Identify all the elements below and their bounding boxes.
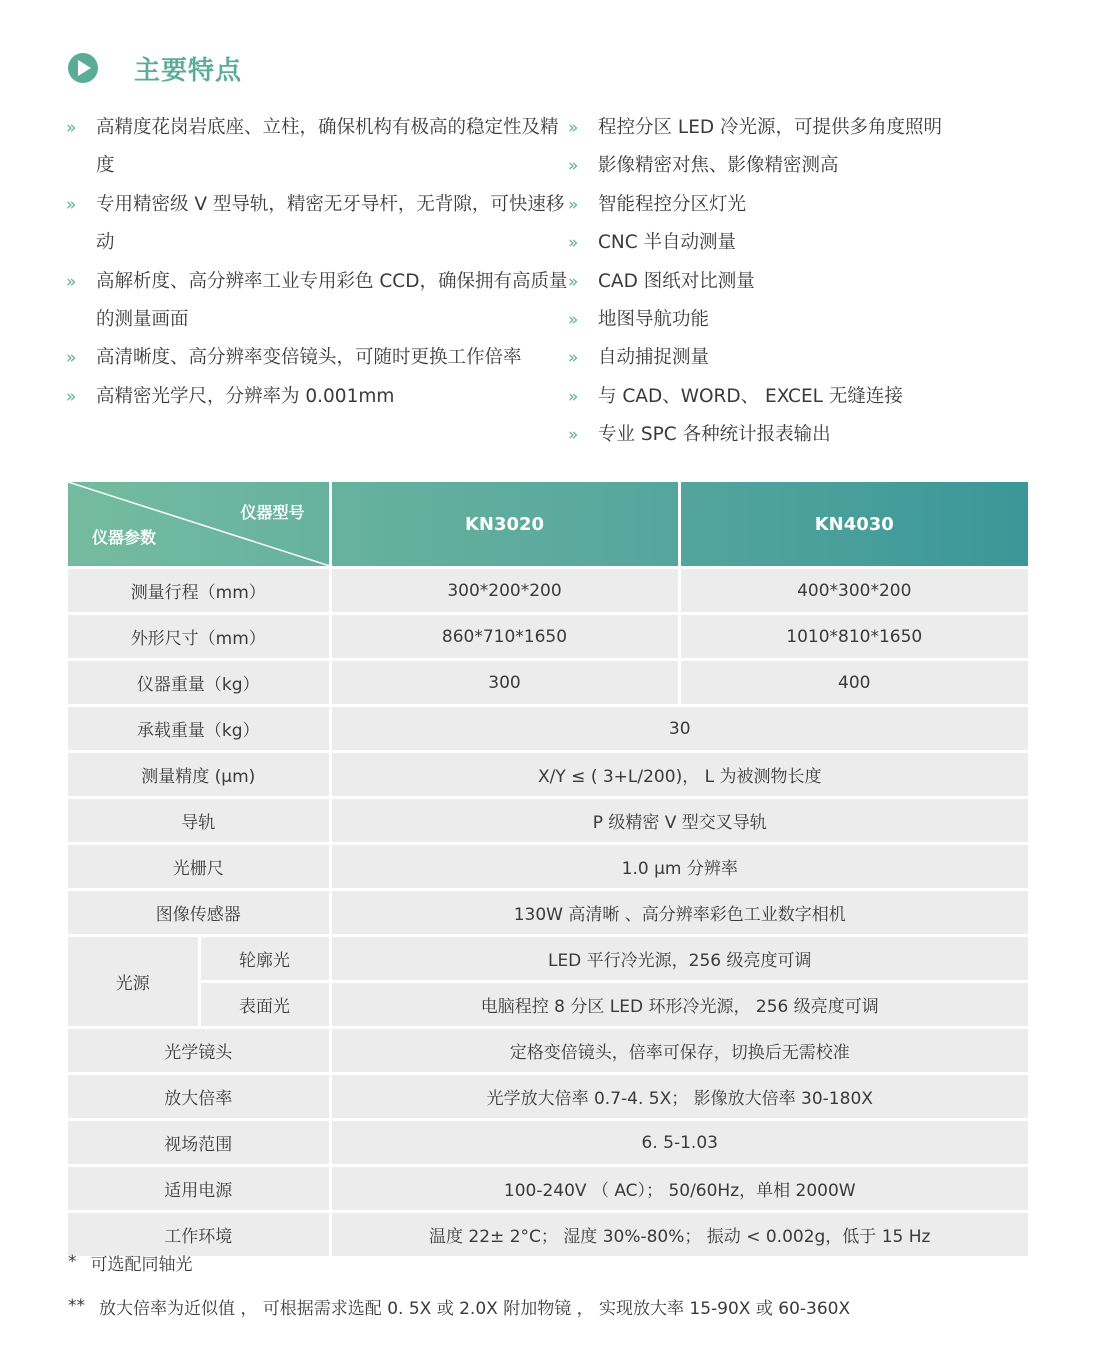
feature-item: » 专业 SPC 各种统计报表输出 <box>568 416 1026 454</box>
section-header <box>66 50 242 86</box>
diagonal-header-cell <box>68 482 330 568</box>
feature-item: » 自动捕捉测量 <box>568 339 1026 377</box>
spec-table <box>68 482 1028 1259</box>
footnotes <box>68 1242 1048 1330</box>
cell-value: 300 <box>330 660 679 706</box>
header-model-label: 仪器型号 <box>240 503 305 522</box>
bullet-icon: » <box>66 118 77 138</box>
row-label: 光栅尺 <box>68 844 330 890</box>
row-label: 图像传感器 <box>68 890 330 936</box>
cell-value: P 级精密 V 型交叉导轨 <box>330 798 1028 844</box>
cell-value: LED 平行冷光源，256 级亮度可调 <box>330 936 1028 982</box>
feature-item: » 与 CAD、WORD、 EXCEL 无缝连接 <box>568 378 1026 416</box>
cell-value: 1.0 μm 分辨率 <box>330 844 1028 890</box>
footnote-text: 可选配同轴光 <box>90 1254 193 1275</box>
bullet-icon: » <box>568 386 579 407</box>
sub-row-label: 轮廓光 <box>199 936 330 982</box>
row-label: 光学镜头 <box>68 1028 330 1074</box>
row-label: 仪器重量（kg） <box>68 660 330 706</box>
model-header: KN3020 <box>330 482 679 568</box>
cell-value: 温度 22± 2°C； 湿度 30%-80%； 振动 < 0.002g，低于 15 Hz <box>330 1212 1028 1258</box>
row-label: 适用电源 <box>68 1166 330 1212</box>
model-header: KN4030 <box>679 482 1028 568</box>
feature-item: » 影像精密对焦、影像精密测高 <box>568 147 1026 185</box>
table-row <box>68 568 1028 614</box>
feature-item: » 高精度花岗岩底座、立柱，确保机构有极高的稳定性及精度 <box>66 109 568 186</box>
bullet-icon: » <box>568 310 579 331</box>
feature-item: » 高解析度、高分辨率工业专用彩色 CCD，确保拥有高质量的测量画面 <box>66 263 568 340</box>
cell-value: 6. 5-1.03 <box>330 1120 1028 1166</box>
feature-item: » 智能程控分区灯光 <box>568 186 1026 224</box>
table-row <box>68 936 1028 982</box>
table-row <box>68 1166 1028 1212</box>
bullet-icon: » <box>568 156 579 177</box>
cell-value: 1010*810*1650 <box>679 614 1028 660</box>
bullet-icon: » <box>66 194 77 215</box>
footnote-mark: * <box>68 1252 77 1272</box>
feature-item: » 高精密光学尺，分辨率为 0.001mm <box>66 378 568 416</box>
row-label: 测量精度 (μm) <box>68 752 330 798</box>
table-row <box>68 1120 1028 1166</box>
cell-value: 定格变倍镜头，倍率可保存，切换后无需校准 <box>330 1028 1028 1074</box>
cell-value: 400*300*200 <box>679 568 1028 614</box>
row-label: 光源 <box>68 936 199 1028</box>
table-row <box>68 798 1028 844</box>
table-header-row <box>68 482 1028 568</box>
bullet-icon: » <box>568 271 579 292</box>
cell-value: 400 <box>679 660 1028 706</box>
feature-item: » 高清晰度、高分辨率变倍镜头，可随时更换工作倍率 <box>66 339 568 377</box>
row-label: 测量行程（mm） <box>68 568 330 614</box>
bullet-icon: » <box>66 348 77 369</box>
header-param-label: 仪器参数 <box>92 528 157 547</box>
feature-item: » 专用精密级 V 型导轨，精密无牙导杆，无背隙，可快速移动 <box>66 186 568 263</box>
bullet-icon: » <box>66 386 77 407</box>
play-arrow-icon <box>66 51 118 85</box>
table-row <box>68 982 1028 1028</box>
cell-value: 光学放大倍率 0.7-4. 5X； 影像放大倍率 30-180X <box>330 1074 1028 1120</box>
row-label: 视场范围 <box>68 1120 330 1166</box>
cell-value: 100-240V （ AC）； 50/60Hz，单相 2000W <box>330 1166 1028 1212</box>
footnote-mark: ** <box>68 1296 85 1316</box>
feature-item: » 地图导航功能 <box>568 301 1026 339</box>
table-row <box>68 614 1028 660</box>
features-left-column <box>66 109 568 455</box>
section-title: 主要特点 <box>134 55 243 86</box>
footnote <box>68 1286 1048 1326</box>
table-row <box>68 1074 1028 1120</box>
footnote-text: 放大倍率为近似值 ， 可根据需求选配 0. 5X 或 2.0X 附加物镜 ， 实现放大率 15-90X 或 60-360X <box>99 1298 851 1319</box>
cell-value: 电脑程控 8 分区 LED 环形冷光源， 256 级亮度可调 <box>330 982 1028 1028</box>
cell-value: 860*710*1650 <box>330 614 679 660</box>
table-row <box>68 660 1028 706</box>
sub-row-label: 表面光 <box>199 982 330 1028</box>
cell-value: 30 <box>330 706 1028 752</box>
row-label: 外形尺寸（mm） <box>68 614 330 660</box>
table-row <box>68 890 1028 936</box>
feature-item: » 程控分区 LED 冷光源，可提供多角度照明 <box>568 109 1026 147</box>
bullet-icon: » <box>568 194 579 215</box>
row-label: 工作环境 <box>68 1212 330 1258</box>
feature-item: » CNC 半自动测量 <box>568 224 1026 262</box>
table-row <box>68 844 1028 890</box>
feature-item: » CAD 图纸对比测量 <box>568 263 1026 301</box>
features-right-column <box>568 109 1026 455</box>
row-label: 导轨 <box>68 798 330 844</box>
row-label: 放大倍率 <box>68 1074 330 1120</box>
table-row <box>68 706 1028 752</box>
bullet-icon: » <box>568 233 579 254</box>
table-row <box>68 752 1028 798</box>
bullet-icon: » <box>568 348 579 369</box>
features-list <box>66 109 1026 455</box>
table-row <box>68 1028 1028 1074</box>
cell-value: 300*200*200 <box>330 568 679 614</box>
bullet-icon: » <box>568 118 579 138</box>
bullet-icon: » <box>66 271 77 292</box>
bullet-icon: » <box>568 425 579 446</box>
row-label: 承载重量（kg） <box>68 706 330 752</box>
cell-value: X/Y ≤ ( 3+L/200)， L 为被测物长度 <box>330 752 1028 798</box>
cell-value: 130W 高清晰 、高分辨率彩色工业数字相机 <box>330 890 1028 936</box>
footnote <box>68 1242 1048 1282</box>
